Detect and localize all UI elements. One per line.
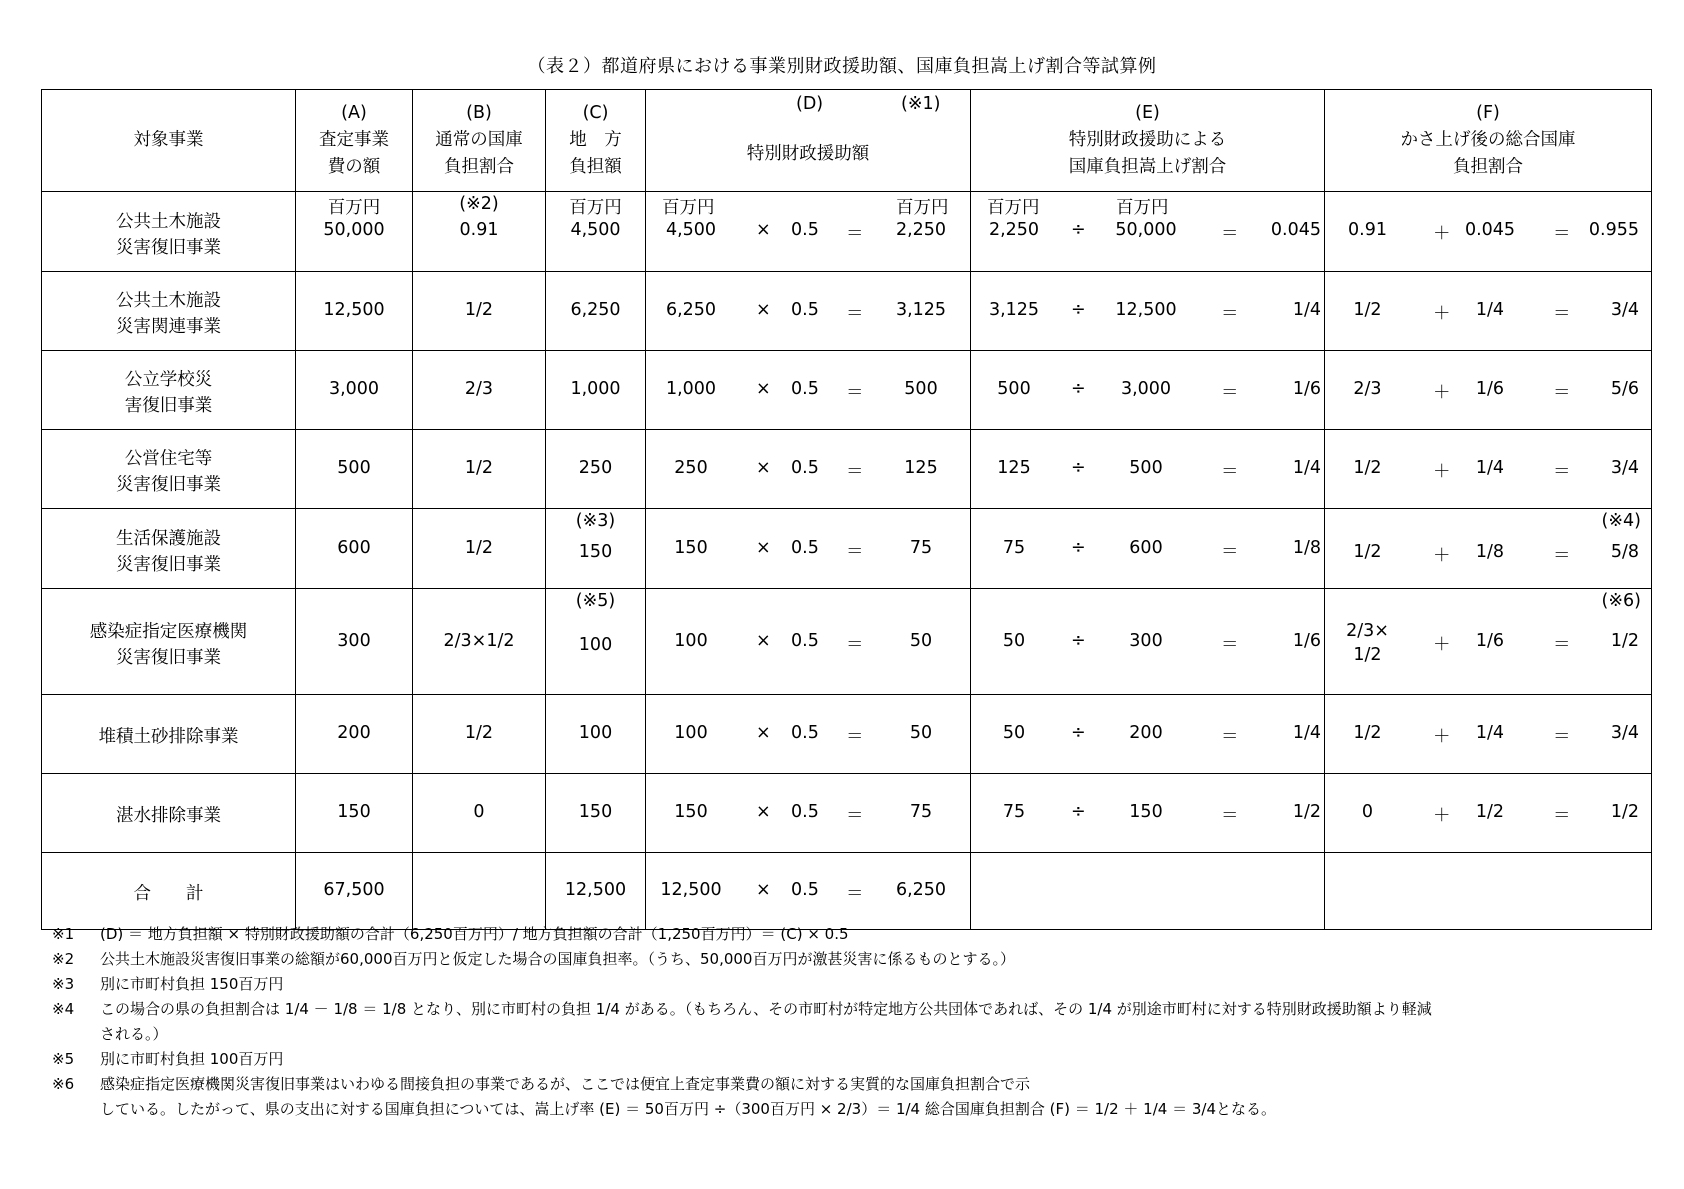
e-value-right: 1/6 (1292, 379, 1321, 399)
d-value-right: 125 (904, 458, 938, 478)
f-value-right: 3/4 (1610, 300, 1639, 320)
value-c: 12,500 (564, 880, 627, 900)
note-marker: (※4) (1601, 511, 1641, 531)
f-value-left-line1: 2/3× (1346, 621, 1389, 641)
d-value-left: 1,000 (665, 379, 717, 399)
footnote-text: 別に市町村負担 150百万円 (100, 975, 284, 993)
unit-label: 百万円 (662, 198, 715, 218)
cell-a (296, 695, 413, 774)
e-value-right: 1/4 (1292, 723, 1321, 743)
cell-c (546, 430, 646, 509)
f-value-right: 5/8 (1610, 542, 1639, 562)
equals-sign: ＝ (1553, 546, 1571, 566)
d-value-left: 4,500 (665, 220, 717, 240)
project-name-line1: 公共土木施設 (116, 291, 221, 311)
value-a: 600 (337, 538, 371, 558)
value-a: 67,500 (323, 880, 385, 900)
f-value-left: 0.91 (1348, 220, 1387, 240)
d-value-left: 6,250 (665, 300, 717, 320)
value-a: 150 (337, 802, 371, 822)
cell-d (646, 351, 971, 430)
equals-sign: ＝ (846, 806, 864, 826)
cell-project (42, 774, 296, 853)
project-name-line1: 生活保護施設 (116, 529, 221, 549)
project-name-line2: 害復旧事業 (124, 396, 213, 416)
plus-sign: ＋ (1433, 635, 1451, 655)
e-value-right: 1/4 (1292, 300, 1321, 320)
cell-e (971, 430, 1325, 509)
footnote-mark: ※2 (52, 950, 75, 968)
equals-sign: ＝ (846, 304, 864, 324)
equals-sign: ＝ (1221, 462, 1239, 482)
note-marker: (※2) (459, 194, 499, 214)
equals-sign: ＝ (846, 884, 864, 904)
cell-project (42, 695, 296, 774)
project-name-line2: 災害関連事業 (116, 317, 221, 337)
f-value-mid: 1/2 (1475, 802, 1505, 822)
cell-f (1325, 430, 1652, 509)
cell-d (646, 589, 971, 695)
value-c: 150 (578, 802, 613, 822)
unit-label: 百万円 (569, 198, 622, 218)
header-f: (F) かさ上げ後の総合国庫 負担割合 (1325, 90, 1652, 192)
cell-f (1325, 351, 1652, 430)
value-c: 100 (578, 635, 613, 655)
cell-a (296, 774, 413, 853)
footnote-text: 感染症指定医療機関災害復旧事業はいわゆる間接負担の事業であるが、ここでは便宜上査定事業費の額に対する実質的な国庫負担割合で示 (100, 1075, 1031, 1093)
equals-sign: ＝ (1553, 304, 1571, 324)
cell-c (546, 272, 646, 351)
unit-label: 百万円 (987, 198, 1040, 218)
d-value-left: 100 (674, 723, 708, 743)
f-value-left: 0 (1361, 802, 1374, 822)
e-value-left: 3,125 (988, 300, 1040, 320)
d-value-right: 50 (909, 631, 933, 651)
divide-sign: ÷ (1071, 300, 1086, 320)
equals-sign: ＝ (1553, 224, 1571, 244)
project-name-line1: 感染症指定医療機関 (89, 622, 248, 642)
cell-c (546, 509, 646, 589)
equals-sign: ＝ (1221, 635, 1239, 655)
value-b: 0.91 (459, 220, 499, 240)
unit-label: 百万円 (896, 198, 949, 218)
cell-c (546, 589, 646, 695)
cell-f (1325, 509, 1652, 589)
plus-sign: ＋ (1433, 383, 1451, 403)
value-a: 200 (337, 723, 371, 743)
header-c: (C) 地 方 負担額 (546, 90, 646, 192)
cell-project (42, 272, 296, 351)
f-value-right: 0.955 (1588, 220, 1639, 240)
times-sign: × (756, 458, 771, 478)
header-row (42, 90, 1652, 192)
header-target: 対象事業 (42, 90, 296, 192)
d-value-right: 50 (909, 723, 933, 743)
equals-sign: ＝ (1553, 635, 1571, 655)
subsidy-table (41, 89, 1652, 930)
cell-a (296, 351, 413, 430)
value-b: 1/2 (464, 300, 494, 320)
equals-sign: ＝ (846, 727, 864, 747)
d-value-right: 6,250 (895, 880, 947, 900)
cell-f (1325, 695, 1652, 774)
cell-a (296, 430, 413, 509)
times-sign: × (756, 220, 771, 240)
cell-d (646, 695, 971, 774)
divide-sign: ÷ (1071, 631, 1086, 651)
divide-sign: ÷ (1071, 458, 1086, 478)
table-row (42, 774, 1652, 853)
cell-e (971, 853, 1325, 930)
d-value-left: 12,500 (660, 880, 722, 900)
plus-sign: ＋ (1433, 806, 1451, 826)
value-a: 3,000 (328, 379, 380, 399)
e-value-mid: 500 (1129, 458, 1163, 478)
footnote (52, 997, 1432, 1022)
f-value-right: 1/2 (1610, 802, 1639, 822)
cell-project (42, 351, 296, 430)
cell-b (413, 272, 546, 351)
factor: 0.5 (791, 880, 819, 900)
cell-a (296, 509, 413, 589)
d-value-right: 75 (909, 802, 933, 822)
cell-f (1325, 589, 1652, 695)
f-value-left: 1/2 (1353, 458, 1382, 478)
value-b: 1/2 (464, 723, 494, 743)
value-b: 0 (473, 802, 485, 822)
table-title: （表２）都道府県における事業別財政援助額、国庫負担嵩上げ割合等試算例 (527, 56, 1157, 77)
factor: 0.5 (791, 538, 819, 558)
cell-e (971, 192, 1325, 272)
f-value-mid: 1/6 (1475, 379, 1505, 399)
d-value-left: 150 (674, 802, 708, 822)
footnote (52, 922, 1432, 947)
equals-sign: ＝ (846, 224, 864, 244)
factor: 0.5 (791, 300, 819, 320)
project-name-line2: 災害復旧事業 (116, 238, 221, 258)
f-value-mid: 1/8 (1475, 542, 1505, 562)
cell-e (971, 695, 1325, 774)
cell-a (296, 192, 413, 272)
cell-project (42, 430, 296, 509)
equals-sign: ＝ (1221, 224, 1239, 244)
value-c: 1,000 (570, 379, 621, 399)
project-name: 堆積土砂排除事業 (98, 727, 239, 747)
f-value-mid: 1/6 (1475, 631, 1505, 651)
footnote (52, 947, 1432, 972)
table-row (42, 853, 1652, 930)
header-a: (A) 査定事業 費の額 (296, 90, 413, 192)
equals-sign: ＝ (1221, 727, 1239, 747)
cell-c (546, 774, 646, 853)
f-value-left: 1/2 (1353, 723, 1382, 743)
d-value-right: 2,250 (895, 220, 947, 240)
cell-e (971, 589, 1325, 695)
equals-sign: ＝ (846, 542, 864, 562)
f-value-right: 5/6 (1610, 379, 1639, 399)
cell-c (546, 853, 646, 930)
equals-sign: ＝ (1221, 304, 1239, 324)
e-value-right: 1/8 (1292, 538, 1321, 558)
header-e: (E) 特別財政援助による 国庫負担嵩上げ割合 (971, 90, 1325, 192)
f-value-mid: 1/4 (1475, 723, 1505, 743)
e-value-left: 125 (997, 458, 1031, 478)
cell-c (546, 351, 646, 430)
project-name: 湛水排除事業 (116, 806, 221, 826)
cell-b (413, 192, 546, 272)
cell-project (42, 853, 296, 930)
value-c: 150 (578, 542, 613, 562)
cell-d (646, 272, 971, 351)
cell-b (413, 695, 546, 774)
cell-project (42, 192, 296, 272)
unit-label: 百万円 (1116, 198, 1169, 218)
f-value-right: 3/4 (1610, 458, 1639, 478)
cell-d (646, 853, 971, 930)
table-row (42, 272, 1652, 351)
project-name-line2: 災害復旧事業 (116, 648, 221, 668)
e-value-right: 1/6 (1292, 631, 1321, 651)
note-marker: (※5) (575, 591, 616, 611)
footnote-mark: ※1 (52, 925, 75, 943)
e-value-mid: 150 (1129, 802, 1163, 822)
divide-sign: ÷ (1071, 802, 1086, 822)
footnote-text: (D) ＝ 地方負担額 × 特別財政援助額の合計（6,250百万円）/ 地方負担額の合計（1,250百万円）＝ (C) × 0.5 (100, 925, 849, 943)
e-value-mid: 300 (1129, 631, 1163, 651)
cell-e (971, 351, 1325, 430)
cell-b (413, 589, 546, 695)
f-value-right: 3/4 (1610, 723, 1639, 743)
times-sign: × (756, 802, 771, 822)
cell-f (1325, 272, 1652, 351)
value-b: 2/3×1/2 (443, 631, 515, 651)
cell-e (971, 509, 1325, 589)
f-value-left: 2/3 (1353, 379, 1382, 399)
cell-a (296, 589, 413, 695)
equals-sign: ＝ (1221, 542, 1239, 562)
note-marker: (※3) (575, 511, 616, 531)
project-name-line1: 公共土木施設 (116, 212, 221, 232)
factor: 0.5 (791, 723, 819, 743)
plus-sign: ＋ (1433, 462, 1451, 482)
divide-sign: ÷ (1071, 220, 1086, 240)
equals-sign: ＝ (1553, 727, 1571, 747)
cell-c (546, 192, 646, 272)
footnote-mark: ※3 (52, 975, 75, 993)
value-a: 12,500 (323, 300, 385, 320)
d-value-right: 75 (909, 538, 933, 558)
cell-e (971, 774, 1325, 853)
equals-sign: ＝ (846, 635, 864, 655)
e-value-mid: 600 (1129, 538, 1163, 558)
equals-sign: ＝ (846, 383, 864, 403)
equals-sign: ＝ (846, 462, 864, 482)
value-b: 2/3 (464, 379, 494, 399)
cell-b (413, 430, 546, 509)
f-value-left-line2: 1/2 (1353, 645, 1382, 665)
value-b: 1/2 (464, 458, 494, 478)
e-value-left: 75 (1002, 802, 1026, 822)
divide-sign: ÷ (1071, 379, 1086, 399)
factor: 0.5 (791, 458, 819, 478)
f-value-left: 1/2 (1353, 300, 1382, 320)
footnote-continuation: される。） (100, 1025, 168, 1043)
d-value-right: 500 (904, 379, 938, 399)
value-c: 250 (578, 458, 613, 478)
cell-f (1325, 192, 1652, 272)
divide-sign: ÷ (1071, 723, 1086, 743)
cell-b (413, 509, 546, 589)
cell-b (413, 853, 546, 930)
cell-f (1325, 774, 1652, 853)
table-row (42, 430, 1652, 509)
project-name-line2: 災害復旧事業 (116, 475, 221, 495)
value-c: 100 (578, 723, 613, 743)
cell-d (646, 774, 971, 853)
equals-sign: ＝ (1221, 383, 1239, 403)
e-value-left: 2,250 (988, 220, 1040, 240)
e-value-right: 0.045 (1270, 220, 1321, 240)
cell-c (546, 695, 646, 774)
table-row (42, 192, 1652, 272)
times-sign: × (756, 723, 771, 743)
d-value-left: 250 (674, 458, 708, 478)
times-sign: × (756, 538, 771, 558)
e-value-right: 1/4 (1292, 458, 1321, 478)
factor: 0.5 (791, 379, 819, 399)
times-sign: × (756, 880, 771, 900)
table-row (42, 509, 1652, 589)
e-value-mid: 200 (1129, 723, 1163, 743)
d-value-left: 150 (674, 538, 708, 558)
footnote-continuation: している。したがって、県の支出に対する国庫負担については、嵩上げ率 (E) ＝ 50百万円 ÷（300百万円 × 2/3）＝ 1/4 総合国庫負担割合 (F) ＝ 1/2 ＋ 1/4 ＝ 3/4となる。 (100, 1100, 1276, 1118)
equals-sign: ＝ (1553, 383, 1571, 403)
plus-sign: ＋ (1433, 224, 1451, 244)
equals-sign: ＝ (1553, 806, 1571, 826)
footnote-text: この場合の県の負担割合は 1/4 － 1/8 ＝ 1/8 となり、別に市町村の負担 1/4 がある。（もちろん、その市町村が特定地方公共団体であれば、その 1/4 が別途市町村に対する特別財政援助額より軽減 (100, 1000, 1432, 1018)
times-sign: × (756, 300, 771, 320)
value-c: 4,500 (570, 220, 621, 240)
cell-d (646, 430, 971, 509)
e-value-mid: 50,000 (1115, 220, 1177, 240)
d-value-right: 3,125 (895, 300, 947, 320)
e-value-left: 50 (1002, 631, 1026, 651)
factor: 0.5 (791, 802, 819, 822)
factor: 0.5 (791, 631, 819, 651)
d-value-left: 100 (674, 631, 708, 651)
e-value-left: 500 (997, 379, 1031, 399)
project-name-line1: 公営住宅等 (124, 449, 213, 469)
note-marker: (※6) (1601, 591, 1641, 611)
footnote-text: 別に市町村負担 100百万円 (100, 1050, 284, 1068)
f-value-mid: 0.045 (1464, 220, 1516, 240)
project-name: 合 計 (133, 884, 204, 904)
value-a: 50,000 (323, 220, 385, 240)
equals-sign: ＝ (1221, 806, 1239, 826)
footnote (52, 1047, 1432, 1072)
equals-sign: ＝ (1553, 462, 1571, 482)
footnotes (52, 922, 1432, 1122)
plus-sign: ＋ (1433, 304, 1451, 324)
footnote (52, 972, 1432, 997)
cell-a (296, 272, 413, 351)
e-value-right: 1/2 (1292, 802, 1321, 822)
value-a: 500 (337, 458, 371, 478)
project-name-line2: 災害復旧事業 (116, 555, 221, 575)
e-value-left: 50 (1002, 723, 1026, 743)
e-value-left: 75 (1002, 538, 1026, 558)
header-d: (D) (※1) 特別財政援助額 (646, 90, 971, 192)
cell-b (413, 774, 546, 853)
factor: 0.5 (791, 220, 819, 240)
cell-e (971, 272, 1325, 351)
value-a: 300 (337, 631, 371, 651)
cell-d (646, 192, 971, 272)
cell-b (413, 351, 546, 430)
footnote-mark: ※6 (52, 1075, 75, 1093)
plus-sign: ＋ (1433, 727, 1451, 747)
footnote-mark: ※5 (52, 1050, 75, 1068)
f-value-right: 1/2 (1610, 631, 1639, 651)
cell-d (646, 509, 971, 589)
cell-f (1325, 853, 1652, 930)
cell-a (296, 853, 413, 930)
times-sign: × (756, 631, 771, 651)
table-row (42, 589, 1652, 695)
plus-sign: ＋ (1433, 546, 1451, 566)
footnote (52, 1072, 1432, 1097)
cell-project (42, 509, 296, 589)
footnote-text: 公共土木施設災害復旧事業の総額が60,000百万円と仮定した場合の国庫負担率。（うち、50,000百万円が激甚災害に係るものとする。） (100, 950, 1015, 968)
f-value-mid: 1/4 (1475, 458, 1505, 478)
unit-label: 百万円 (327, 198, 381, 218)
value-c: 6,250 (570, 300, 621, 320)
e-value-mid: 12,500 (1115, 300, 1177, 320)
header-b: (B) 通常の国庫 負担割合 (413, 90, 546, 192)
divide-sign: ÷ (1071, 538, 1086, 558)
times-sign: × (756, 379, 771, 399)
table-row (42, 695, 1652, 774)
project-name-line1: 公立学校災 (124, 370, 213, 390)
f-value-mid: 1/4 (1475, 300, 1505, 320)
table-row (42, 351, 1652, 430)
cell-project (42, 589, 296, 695)
value-b: 1/2 (464, 538, 494, 558)
footnote-mark: ※4 (52, 1000, 75, 1018)
e-value-mid: 3,000 (1120, 379, 1172, 399)
f-value-left: 1/2 (1353, 542, 1382, 562)
